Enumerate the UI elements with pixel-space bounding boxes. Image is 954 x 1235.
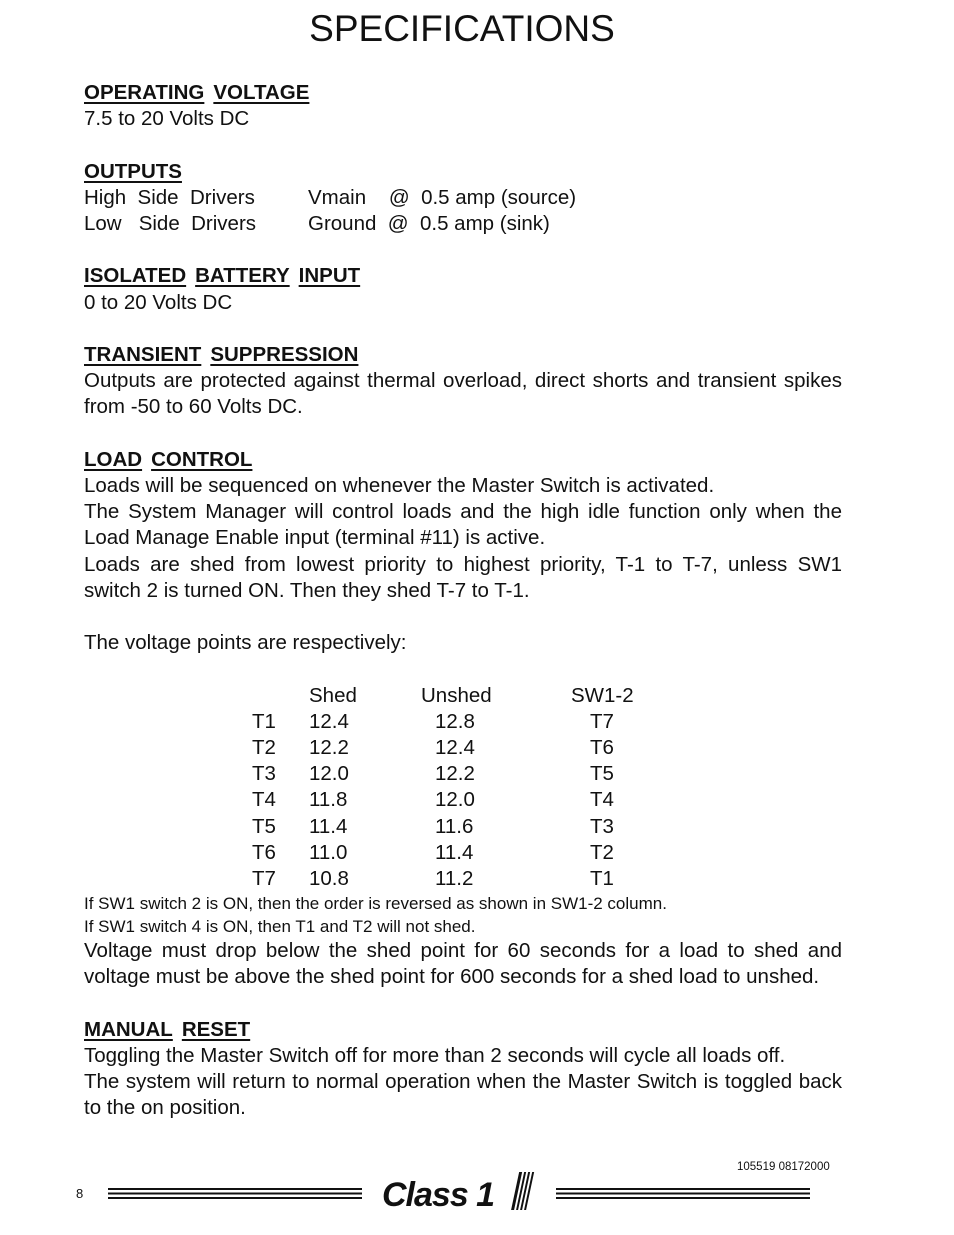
output-value: Vmain @ 0.5 amp (source)	[308, 185, 577, 209]
table-cell: T2	[590, 840, 614, 864]
table-cell: 12.2	[435, 762, 475, 786]
heading-word: RESET	[181, 1017, 251, 1041]
load-control-paragraph: Voltage must drop below the shed point for 60 seconds for a load to shed and voltage must be above the shed point for 600 seconds for a shed load to unshed.	[84, 939, 842, 989]
manual-reset-heading	[84, 1017, 842, 1043]
table-cell: 12.4	[309, 709, 349, 733]
table-header-cell: Unshed	[421, 683, 492, 707]
isolated-battery-input-text: 0 to 20 Volts DC	[84, 290, 233, 314]
table-row	[84, 709, 842, 735]
table-cell: T4	[590, 788, 614, 812]
voltage-points-intro: The voltage points are respectively:	[84, 631, 407, 655]
table-cell: 11.4	[309, 814, 348, 838]
heading-word: LOAD	[84, 447, 143, 471]
table-header-cell: Shed	[309, 683, 357, 707]
table-cell: T5	[590, 762, 614, 786]
table-cell: 12.4	[435, 735, 475, 759]
table-cell: T3	[252, 762, 276, 786]
table-row	[84, 840, 842, 866]
output-label: Low Side Drivers	[84, 212, 257, 235]
outputs-row	[84, 185, 842, 211]
output-value: Ground @ 0.5 amp (sink)	[308, 212, 550, 235]
outputs-heading	[84, 159, 842, 185]
table-cell: 11.4	[435, 840, 474, 864]
table-cell: 11.0	[309, 840, 348, 864]
heading-word: SUPPRESSION	[210, 342, 359, 366]
table-row	[84, 761, 842, 787]
load-control-paragraph: Loads will be sequenced on whenever the Master Switch is activated.	[84, 473, 715, 497]
table-cell: T4	[252, 788, 276, 812]
load-control-heading	[84, 447, 842, 473]
table-body	[84, 709, 842, 892]
transient-suppression-heading	[84, 342, 842, 368]
table-cell: 12.0	[309, 762, 349, 786]
table-header-cell: SW1-2	[571, 683, 634, 707]
table-row	[84, 814, 842, 840]
table-cell: T7	[590, 709, 614, 733]
footer-rule-right	[556, 1188, 810, 1199]
transient-suppression-text: Outputs are protected against thermal overload, direct shorts and transient spikes from -50 to 60 Volts DC.	[84, 369, 842, 419]
heading-word: CONTROL	[151, 447, 253, 471]
load-control-paragraph: The System Manager will control loads and the high idle function only when the Load Manage Enable input (terminal #11) is active.	[84, 500, 842, 550]
note: If SW1 switch 2 is ON, then the order is reversed as shown in SW1-2 column.	[84, 894, 667, 914]
page-number: 8	[76, 1186, 84, 1201]
table-cell: T6	[590, 735, 614, 759]
table-header-row	[84, 683, 842, 709]
page-title: SPECIFICATIONS	[309, 8, 615, 49]
isolated-battery-input-heading	[84, 263, 842, 289]
table-cell: 12.2	[309, 735, 349, 759]
table-cell: 12.0	[435, 788, 475, 812]
outputs-row	[84, 211, 842, 237]
table-cell: 10.8	[309, 866, 349, 890]
document-number: 105519 08172000	[737, 1161, 830, 1173]
table-cell: T6	[252, 840, 276, 864]
table-cell: T3	[590, 814, 614, 838]
table-row	[84, 866, 842, 892]
heading-word: OUTPUTS	[84, 159, 182, 183]
load-control-paragraph: Loads are shed from lowest priority to highest priority, T-1 to T-7, unless SW1 switch 2 is turned ON. Then they shed T-7 to T-1.	[84, 552, 842, 602]
operating-voltage-heading	[84, 80, 842, 106]
manual-reset-paragraph: Toggling the Master Switch off for more than 2 seconds will cycle all loads off.	[84, 1043, 786, 1067]
logo-text: Class 1	[382, 1176, 495, 1214]
footer-rule-left	[108, 1188, 362, 1199]
table-cell: T2	[252, 735, 276, 759]
table-cell: 11.6	[435, 814, 474, 838]
note: If SW1 switch 4 is ON, then T1 and T2 will not shed.	[84, 917, 476, 937]
table-cell: T1	[590, 866, 614, 890]
heading-word: TRANSIENT	[84, 342, 202, 366]
table-cell: 11.2	[435, 866, 474, 890]
table-cell: T5	[252, 814, 276, 838]
heading-word: OPERATING	[84, 81, 205, 104]
output-label: High Side Drivers	[84, 185, 255, 209]
heading-word: ISOLATED	[84, 264, 187, 288]
table-cell: 12.8	[435, 709, 475, 733]
specifications-body	[84, 80, 842, 1121]
operating-voltage-text: 7.5 to 20 Volts DC	[84, 107, 250, 131]
table-row	[84, 787, 842, 813]
table-cell: T1	[252, 709, 276, 733]
table-cell: 11.8	[309, 788, 348, 812]
heading-word: MANUAL	[84, 1017, 173, 1041]
voltage-points-table	[84, 683, 842, 893]
class1-logo	[378, 1168, 546, 1216]
table-row	[84, 735, 842, 761]
table-cell: T7	[252, 866, 276, 890]
heading-word: VOLTAGE	[213, 81, 310, 104]
heading-word: BATTERY	[195, 264, 290, 288]
manual-reset-paragraph: The system will return to normal operation when the Master Switch is toggled back to the on position.	[84, 1070, 842, 1120]
heading-word: INPUT	[298, 264, 361, 288]
